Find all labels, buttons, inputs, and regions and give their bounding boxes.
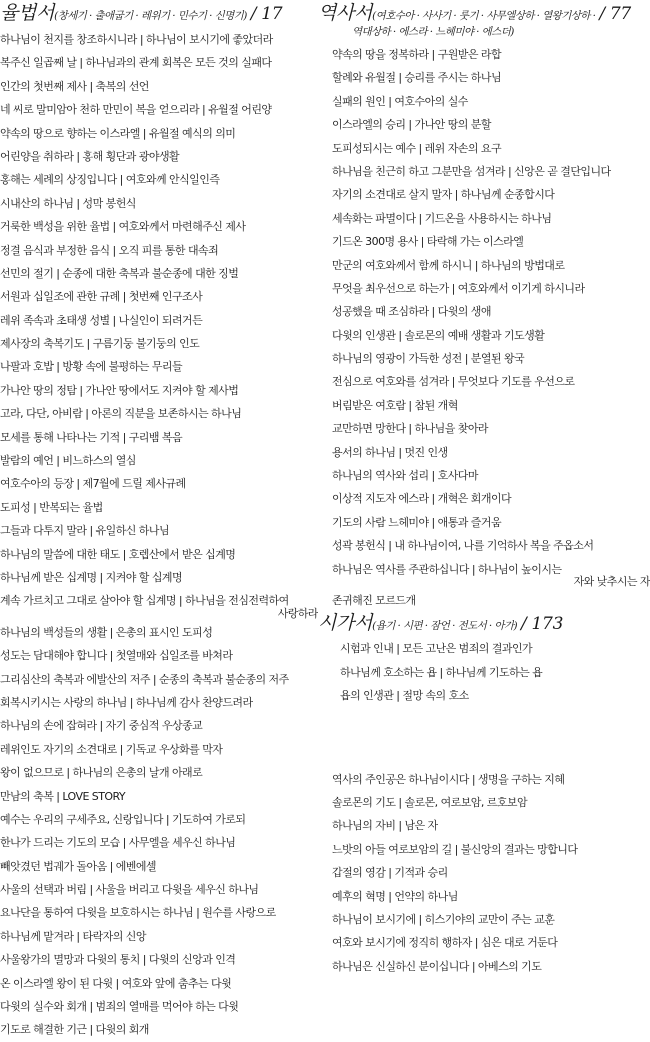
toc-entry: 성도는 담대해야 합니다 | 첫열매와 십일조를 바쳐라: [0, 649, 233, 663]
toc-entry: 제사장의 축복기도 | 구름기둥 불기둥의 인도: [0, 337, 200, 351]
section-books-continued: 역대상하 · 에스라 · 느헤미야 · 에스더): [352, 26, 514, 38]
left-column: [0, 0, 318, 1042]
right-column: [318, 0, 650, 978]
toc-entry: 사울의 선택과 버림 | 사울을 버리고 다윗을 세우신 하나님: [0, 883, 259, 897]
toc-entry: 갑절의 영감 | 기적과 승리: [332, 866, 448, 880]
toc-entry: 하나님의 자비 | 남은 자: [332, 819, 438, 833]
toc-entry: 어린양을 취하라 | 홍해 횡단과 광야생활: [0, 149, 180, 163]
toc-entry: 서원과 십일조에 관한 규례 | 첫번째 인구조사: [0, 290, 203, 304]
toc-entry: 모세를 통해 나타나는 기적 | 구리뱀 복음: [0, 430, 183, 444]
toc-entry: 기드온 300명 용사 | 타락해 가는 이스라엘: [332, 235, 524, 249]
toc-entry: 만군의 여호와께서 함께 하시니 | 하나님의 방법대로: [332, 258, 565, 272]
toc-entry: 하나님의 손에 잡혀라 | 자기 중심적 우상종교: [0, 719, 203, 733]
toc-entry: 하나님의 역사와 섭리 | 호사다마: [332, 469, 478, 483]
toc-entry: 나팔과 호밥 | 방황 속에 불평하는 무리들: [0, 360, 183, 374]
toc-entry: 도피성되시는 예수 | 레위 자손의 요구: [332, 141, 502, 155]
toc-entry: 계속 가르치고 그대로 살아야 할 십계명 | 하나님을 전심전력하여: [0, 594, 289, 608]
toc-entry: 다윗의 실수와 회개 | 범죄의 열매를 먹어야 하는 다윗: [0, 1000, 239, 1014]
toc-entry: 실패의 원인 | 여호수아의 실수: [332, 94, 468, 108]
toc-entry: 무엇을 최우선으로 하는가 | 여호와께서 이기게 하시니라: [332, 281, 585, 295]
toc-entry: 예후의 혁명 | 언약의 하나님: [332, 889, 458, 903]
section-title: 시가서: [318, 612, 373, 635]
section-title: 역사서: [318, 2, 373, 24]
toc-entry: 네 씨로 말미암아 천하 만민이 복을 얻으리라 | 유월절 어린양: [0, 103, 272, 117]
section-books: (창세기 · 출애굽기 · 레위기 · 민수기 · 신명기): [54, 10, 247, 22]
toc-list: [318, 43, 650, 612]
toc-entry: 하나님께 호소하는 욥 | 하나님께 기도하는 욥: [340, 665, 543, 679]
toc-entry: 하나님께 맡겨라 | 타락자의 신앙: [0, 929, 146, 943]
toc-entry: 세속화는 파멸이다 | 기드온을 사용하시는 하나님: [332, 211, 552, 225]
toc-entry: 복주신 일곱째 날 | 하나님과의 관계 회복은 모든 것의 실패다: [0, 56, 272, 70]
section-heading-history: [318, 0, 650, 25]
toc-entry: 하나님의 백성들의 생활 | 은총의 표시인 도피성: [0, 625, 213, 639]
toc-entry: 하나님이 천지를 창조하시니라 | 하나님이 보시기에 좋았더라: [0, 33, 273, 46]
section-page: / 77: [599, 4, 631, 24]
section-heading-law: [0, 0, 318, 25]
toc-entry: 교만하면 망한다 | 하나님을 찾아라: [332, 422, 489, 436]
toc-entry: 온 이스라엘 왕이 된 다윗 | 여호와 앞에 춤추는 다윗: [0, 976, 232, 990]
toc-entry: 하나님이 보시기에 | 히스기야의 교만이 주는 교훈: [332, 912, 555, 926]
toc-entry: 역사의 주인공은 하나님이시다 | 생명을 구하는 지혜: [332, 772, 565, 786]
toc-entry: 홍해는 세례의 상징입니다 | 여호와께 안식일인즉: [0, 173, 220, 187]
toc-entry: 할례와 유월절 | 승리를 주시는 하나님: [332, 71, 502, 85]
toc-entry: 기도의 사람 느헤미야 | 애통과 즐거움: [332, 515, 502, 529]
toc-entry: 선민의 절기 | 순종에 대한 축복과 불순종에 대한 징벌: [0, 266, 239, 280]
toc-list: [318, 768, 650, 979]
toc-entry: 예수는 우리의 구세주요, 신랑입니다 | 기도하여 가로되: [0, 812, 246, 826]
toc-entry: 회복시키시는 사랑의 하나님 | 하나님께 감사 찬양드려라: [0, 695, 253, 709]
toc-entry: 발람의 예언 | 비느하스의 열심: [0, 454, 136, 468]
toc-entry: 가나안 땅의 정탐 | 가나안 땅에서도 지켜야 할 제사법: [0, 383, 239, 397]
toc-entry: 용서의 하나님 | 멋진 인생: [332, 445, 448, 459]
toc-entry: 고라, 다단, 아비람 | 아론의 직분을 보존하시는 하나님: [0, 407, 242, 421]
toc-entry: 만남의 축복 | LOVE STORY: [0, 789, 126, 803]
section-page: / 173: [521, 614, 564, 635]
toc-entry: 전심으로 여호와를 섬겨라 | 무엇보다 기도를 우선으로: [332, 375, 575, 389]
toc-list: [0, 28, 318, 1042]
toc-entry: 하나님을 친근히 하고 그분만을 섬겨라 | 신앙은 곧 결단입니다: [332, 164, 611, 178]
toc-entry: 정결 음식과 부정한 음식 | 오직 피를 통한 대속죄: [0, 243, 219, 257]
toc-entry: 성곽 봉헌식 | 내 하나님이여, 나를 기억하사 복을 주옵소서: [332, 539, 594, 553]
toc-entry: 빼앗겼던 법궤가 돌아옴 | 에벤에셀: [0, 859, 157, 873]
toc-entry: 이상적 지도자 에스라 | 개혁은 회개이다: [332, 492, 512, 506]
toc-entry: 하나님께 받은 십계명 | 지켜야 할 십계명: [0, 570, 183, 584]
section-books: (여호수아 · 사사기 · 룻기 · 사무엘상하 · 열왕기상하 ·: [372, 10, 596, 22]
toc-entry: 시내산의 하나님 | 성막 봉헌식: [0, 196, 136, 210]
toc-entry: 한나가 드리는 기도의 모습 | 사무엘을 세우신 하나님: [0, 836, 236, 850]
toc-entry: 약속의 땅을 정복하라 | 구원받은 라합: [332, 48, 502, 61]
toc-entry: 다윗의 인생관 | 솔로몬의 예배 생활과 기도생활: [332, 328, 545, 342]
toc-entry: 기도로 해결한 기근 | 다윗의 회개: [0, 1023, 149, 1037]
toc-entry: 도피성 | 반복되는 율법: [0, 500, 103, 514]
section-heading-poetry: [318, 614, 650, 635]
toc-entry: 약속의 땅으로 향하는 이스라엘 | 유월절 예식의 의미: [0, 126, 236, 140]
toc-entry-continued: 사랑하라: [277, 606, 318, 620]
toc-entry: 시험과 인내 | 모든 고난은 범죄의 결과인가: [340, 642, 533, 656]
toc-list: [318, 637, 650, 707]
toc-entry: 버림받은 여호람 | 참된 개혁: [332, 398, 458, 412]
toc-entry: 솔로몬의 기도 | 솔로몬, 여로보암, 르호보암: [332, 795, 528, 809]
toc-entry: 욥의 인생관 | 절망 속의 호소: [340, 689, 469, 703]
toc-entry: 여호수아의 등장 | 제7월에 드릴 제사규례: [0, 477, 186, 491]
toc-entry: 자기의 소견대로 살지 말자 | 하나님께 순종합시다: [332, 188, 555, 202]
toc-entry: 존귀해진 모르드개: [332, 593, 416, 607]
toc-entry: 하나님은 신실하신 분이십니다 | 아베스의 기도: [332, 959, 542, 973]
toc-entry: 레위 족속과 초태생 성별 | 나실인이 되려거든: [0, 313, 203, 327]
toc-entry: 레위인도 자기의 소견대로 | 기독교 우상화를 막자: [0, 742, 223, 756]
toc-entry: 성공했을 때 조심하라 | 다윗의 생애: [332, 305, 491, 319]
toc-entry: 그들과 다투지 말라 | 유일하신 하나님: [0, 524, 170, 538]
toc-entry: 이스라엘의 승리 | 가나안 땅의 분할: [332, 118, 491, 132]
toc-entry: 느밧의 아들 여로보암의 길 | 불신앙의 결과는 망합니다: [332, 842, 578, 856]
toc-entry: 하나님의 영광이 가득한 성전 | 분열된 왕국: [332, 352, 525, 366]
toc-entry: 하나님의 말씀에 대한 태도 | 호렙산에서 받은 십계명: [0, 547, 236, 561]
toc-entry: 사울왕가의 멸망과 다윗의 통치 | 다윗의 신앙과 인격: [0, 953, 236, 967]
toc-entry-continued: 자와 낮추시는 자: [573, 574, 650, 588]
toc-entry: 여호와 보시기에 정직히 행하자 | 심은 대로 거둔다: [332, 936, 558, 950]
toc-entry: 요나단을 통하여 다윗을 보호하시는 하나님 | 원수를 사랑으로: [0, 906, 276, 920]
toc-entry: 인간의 첫번째 제사 | 축복의 선언: [0, 79, 149, 93]
section-books: (욥기 · 시편 · 잠언 · 전도서 · 아가): [372, 620, 517, 633]
toc-entry: 하나님은 역사를 주관하십니다 | 하나님이 높이시는: [332, 562, 562, 576]
toc-entry: 왕이 없으므로 | 하나님의 은총의 날개 아래로: [0, 766, 203, 780]
toc-entry: 거룩한 백성을 위한 율법 | 여호와께서 마련해주신 제사: [0, 220, 246, 234]
toc-entry: 그리심산의 축복과 에발산의 저주 | 순종의 축복과 불순종의 저주: [0, 672, 289, 686]
section-title: 율법서: [0, 2, 55, 24]
section-page: / 17: [250, 4, 283, 24]
